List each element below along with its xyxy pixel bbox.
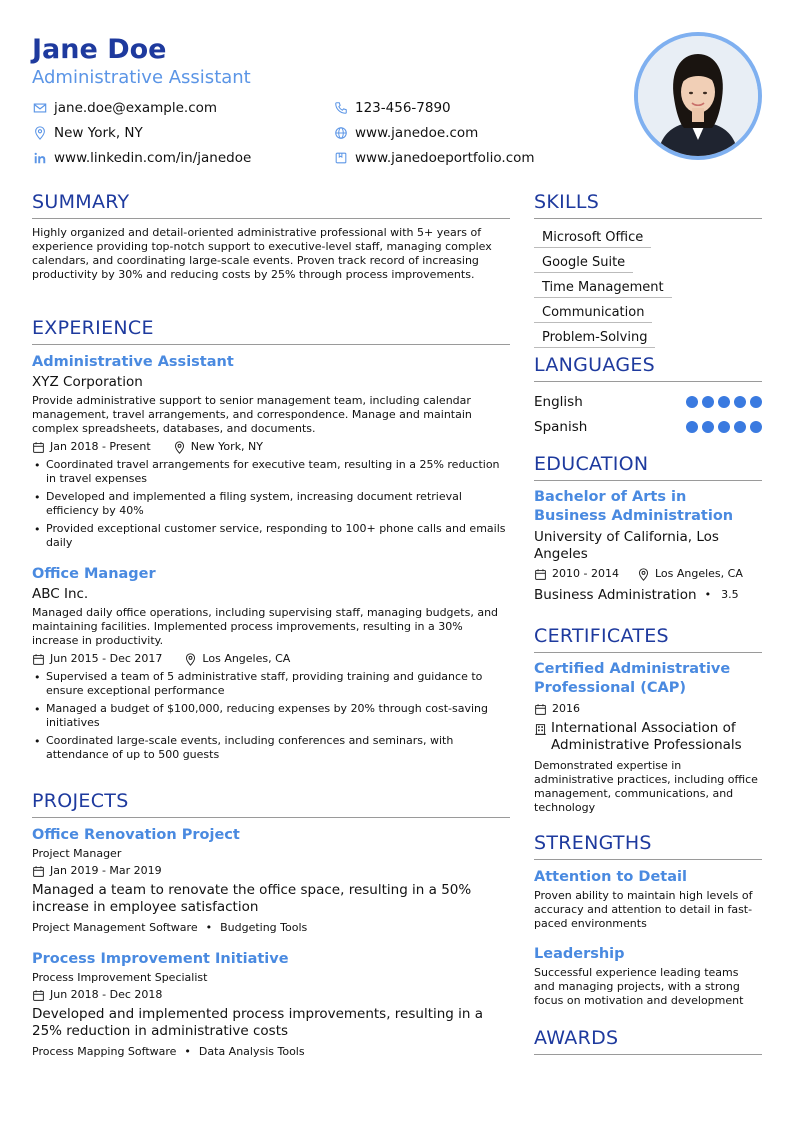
- location-text: New York, NY: [54, 125, 143, 141]
- job-entry: [32, 564, 510, 762]
- project-title: Process Improvement Initiative: [32, 951, 289, 967]
- list-item: • Developed and implemented a filing system, increasing document retrieval efficiency by 40%: [32, 490, 510, 518]
- certificates-section: [534, 624, 762, 831]
- list-item: • Coordinated large-scale events, including conferences and seminars, with attendance of up to 500 guests: [32, 734, 510, 762]
- phone-icon: [333, 100, 349, 116]
- email-text: jane.doe@example.com: [54, 100, 218, 116]
- proficiency-dots: [686, 396, 762, 408]
- tool-label: Project Management Software: [32, 921, 198, 934]
- language-row: [534, 389, 762, 414]
- gpa-value: 3.5: [721, 588, 739, 601]
- job-dates: Jun 2015 - Dec 2017: [50, 652, 163, 665]
- project-title: Office Renovation Project: [32, 827, 240, 843]
- awards-heading: AWARDS: [534, 1026, 762, 1055]
- language-row: [534, 414, 762, 439]
- job-location: New York, NY: [190, 440, 263, 453]
- globe-icon: [333, 125, 349, 141]
- resume-header: [32, 32, 762, 172]
- field-of-study: Business Administration: [534, 587, 697, 603]
- project-meta: [32, 862, 510, 880]
- contact-portfolio[interactable]: [333, 148, 535, 168]
- projects-section: [32, 789, 510, 1060]
- tool-label: Budgeting Tools: [220, 921, 308, 934]
- calendar-icon: [32, 440, 46, 454]
- project-dates: Jun 2018 - Dec 2018: [50, 988, 163, 1001]
- job-dates: Jan 2018 - Present: [50, 440, 151, 453]
- issuer-name: International Association of Administrative Professionals: [551, 720, 742, 753]
- skill-tag: Microsoft Office: [534, 228, 651, 248]
- project-tools: Project Management Software • Budgeting Tools: [32, 921, 308, 934]
- job-meta: [32, 650, 510, 668]
- education-location: Los Angeles, CA: [654, 567, 743, 580]
- job-bullets: [32, 458, 510, 550]
- contact-linkedin[interactable]: [32, 148, 251, 168]
- job-meta: [32, 438, 510, 456]
- project-role: Process Improvement Specialist: [32, 971, 208, 984]
- profile-photo: [634, 32, 762, 160]
- strength-text: Successful experience leading teams and managing projects, with a strong focus on motivation and development: [534, 966, 744, 1007]
- education-meta: [534, 565, 762, 583]
- list-item: • Provided exceptional customer service, responding to 100+ phone calls and emails daily: [32, 522, 510, 550]
- linkedin-text: www.linkedin.com/in/janedoe: [54, 150, 252, 166]
- project-entry: [32, 825, 510, 936]
- tool-label: Process Mapping Software: [32, 1045, 177, 1058]
- experience-heading: EXPERIENCE: [32, 316, 510, 345]
- skill-tag: Communication: [534, 303, 652, 323]
- experience-section: [32, 316, 510, 789]
- location-pin-icon: [173, 440, 187, 454]
- proficiency-dots: [686, 421, 762, 433]
- skill-tag: Time Management: [534, 278, 672, 298]
- job-company: ABC Inc.: [32, 586, 89, 602]
- language-name: English: [534, 393, 583, 410]
- skills-section: [534, 190, 762, 353]
- contact-phone[interactable]: [333, 98, 451, 118]
- tool-label: Data Analysis Tools: [198, 1045, 305, 1058]
- calendar-icon: [32, 864, 46, 878]
- certificate-title: Certified Administrative Professional (CAP): [534, 661, 731, 696]
- job-location: Los Angeles, CA: [202, 652, 291, 665]
- contact-location: [32, 123, 143, 143]
- languages-heading: LANGUAGES: [534, 353, 762, 382]
- candidate-name: Jane Doe: [32, 34, 167, 65]
- portfolio-icon: [333, 150, 349, 166]
- certificate-description: Demonstrated expertise in administrative practices, including office management, communications, and technology: [534, 759, 758, 814]
- strength-title: Leadership: [534, 946, 625, 962]
- languages-section: [534, 353, 762, 452]
- location-pin-icon: [637, 567, 651, 581]
- project-dates: Jan 2019 - Mar 2019: [50, 864, 162, 877]
- project-meta: [32, 986, 510, 1004]
- job-title: Administrative Assistant: [32, 354, 234, 370]
- job-title: Office Manager: [32, 566, 156, 582]
- list-item: • Coordinated travel arrangements for executive team, resulting in a 25% reduction in travel expenses: [32, 458, 510, 486]
- project-description: Developed and implemented process improvements, resulting in a 25% reduction in administrative costs: [32, 1006, 484, 1039]
- summary-section: [32, 190, 510, 316]
- awards-section: [534, 1026, 762, 1055]
- strengths-section: [534, 831, 762, 1026]
- calendar-icon: [534, 567, 548, 581]
- job-entry: [32, 352, 510, 550]
- strength-text: Proven ability to maintain high levels of accuracy and attention to detail in fast-paced environments: [534, 889, 753, 930]
- location-pin-icon: [32, 125, 48, 141]
- strength-title: Attention to Detail: [534, 869, 687, 885]
- calendar-icon: [32, 988, 46, 1002]
- calendar-icon: [534, 702, 548, 716]
- education-heading: EDUCATION: [534, 452, 762, 481]
- left-column: [32, 190, 510, 1060]
- skills-heading: SKILLS: [534, 190, 762, 219]
- school-name: University of California, Los Angeles: [534, 529, 719, 562]
- email-icon: [32, 100, 48, 116]
- project-entry: [32, 949, 510, 1060]
- projects-heading: PROJECTS: [32, 789, 510, 818]
- phone-text: 123-456-7890: [355, 100, 451, 116]
- job-company: XYZ Corporation: [32, 374, 143, 390]
- right-column: [534, 190, 762, 1062]
- project-role: Project Manager: [32, 847, 122, 860]
- location-pin-icon: [184, 652, 198, 666]
- summary-heading: SUMMARY: [32, 190, 510, 219]
- skill-tag: Problem-Solving: [534, 328, 655, 348]
- candidate-title: Administrative Assistant: [32, 67, 251, 88]
- certificates-heading: CERTIFICATES: [534, 624, 762, 653]
- project-description: Managed a team to renovate the office space, resulting in a 50% increase in employee satisfaction: [32, 882, 472, 915]
- project-tools: Process Mapping Software • Data Analysis Tools: [32, 1045, 305, 1058]
- certificate-meta: [534, 700, 762, 718]
- building-icon: [534, 723, 547, 737]
- portfolio-text: www.janedoeportfolio.com: [355, 150, 535, 166]
- education-field: Business Administration • 3.5: [534, 587, 739, 603]
- job-bullets: [32, 670, 510, 762]
- job-description: Provide administrative support to senior management team, including calendar management, travel arrangements, and correspondence. Manage and maintain complex spreadsheets, databases, and documents.: [32, 394, 472, 435]
- job-description: Managed daily office operations, including supervising staff, managing budgets, and maintaining facilities. Implemented process improvements, resulting in a 30% increase in productivity.: [32, 606, 499, 647]
- certificate-year: 2016: [552, 702, 580, 715]
- linkedin-icon: [32, 150, 48, 166]
- language-name: Spanish: [534, 418, 588, 435]
- education-section: [534, 452, 762, 624]
- contact-website[interactable]: [333, 123, 478, 143]
- education-dates: 2010 - 2014: [552, 567, 619, 580]
- degree-title: Bachelor of Arts in Business Administration: [534, 489, 734, 524]
- list-item: • Managed a budget of $100,000, reducing expenses by 20% through cost-saving initiatives: [32, 702, 510, 730]
- skills-list: [534, 226, 762, 351]
- summary-text: Highly organized and detail-oriented administrative professional with 5+ years of experience providing top-notch support to executive-level staff, managing complex calendars, and coordinating large-scale events. Proven track record of increasing productivity by 30% and reducing costs by 25% through process improvements.: [32, 226, 492, 281]
- contact-email[interactable]: [32, 98, 217, 118]
- certificate-issuer: [534, 720, 762, 754]
- strengths-heading: STRENGTHS: [534, 831, 762, 860]
- calendar-icon: [32, 652, 46, 666]
- skill-tag: Google Suite: [534, 253, 633, 273]
- list-item: • Supervised a team of 5 administrative staff, providing training and guidance to ensure exceptional performance: [32, 670, 510, 698]
- website-text: www.janedoe.com: [355, 125, 479, 141]
